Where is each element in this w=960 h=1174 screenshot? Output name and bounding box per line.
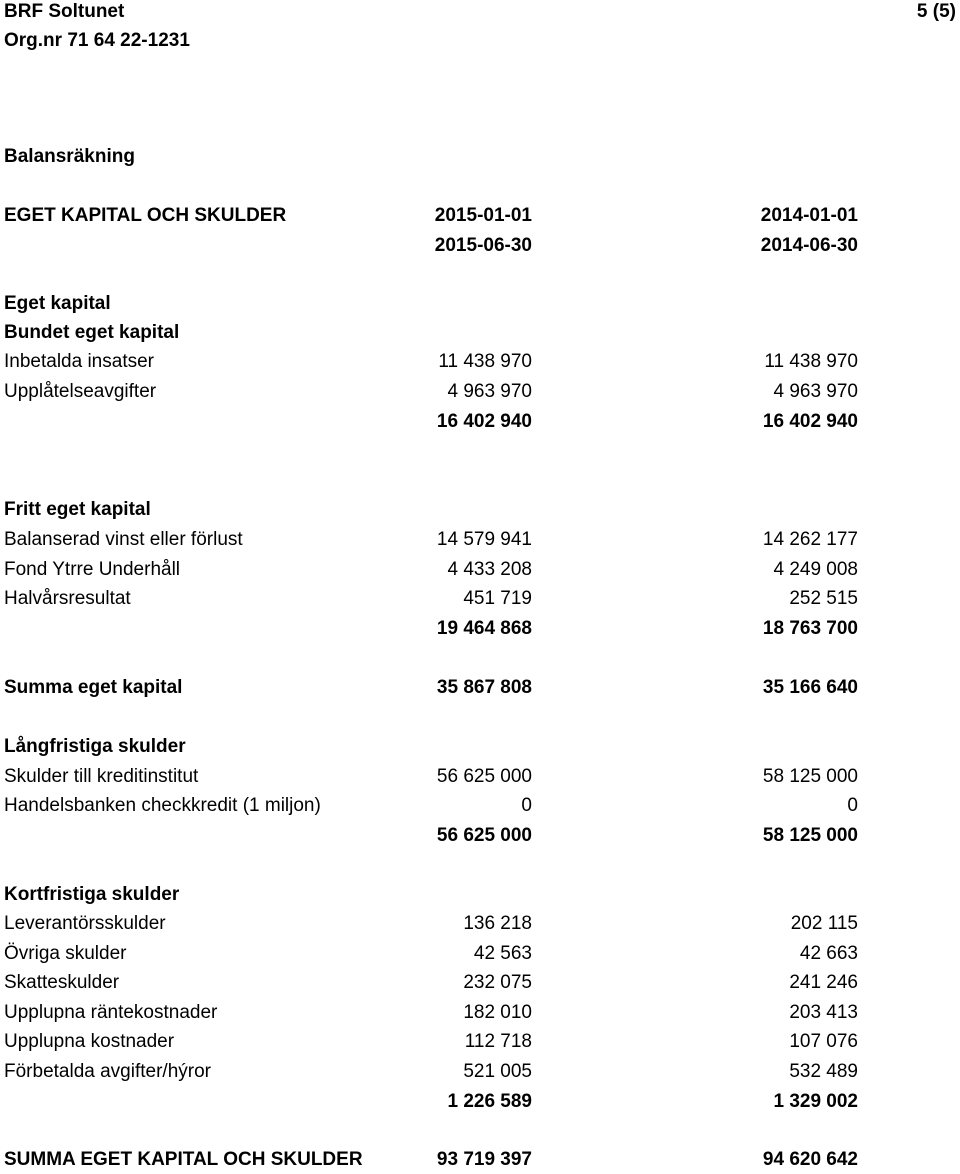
- table-row: [0, 763, 960, 791]
- subgroup-heading: Bundet eget kapital: [4, 322, 180, 343]
- row-value-col2: 42 663: [799, 943, 858, 964]
- row-label: Upplåtelseavgifter: [4, 381, 157, 402]
- row-value-col2: 14 262 177: [762, 529, 858, 550]
- table-row: [0, 969, 960, 997]
- period-col2-end: 2014-06-30: [760, 235, 858, 256]
- subgroup-heading: Fritt eget kapital: [4, 499, 151, 520]
- row-value-col2: 241 246: [789, 972, 858, 993]
- subtotal-col2: 58 125 000: [762, 825, 858, 846]
- table-row: [0, 585, 960, 613]
- row-value-col2: 11 438 970: [764, 351, 858, 372]
- page-title: Balansräkning: [4, 146, 135, 167]
- row-label: Förbetalda avgifter/hýror: [4, 1061, 211, 1082]
- row-value-col1: 4 963 970: [447, 381, 532, 402]
- grand-total-col1: 93 719 397: [436, 1149, 532, 1170]
- subtotal-row: [0, 615, 960, 643]
- row-value-col2: 532 489: [789, 1061, 858, 1082]
- row-label: Upplupna kostnader: [4, 1031, 175, 1052]
- section-header-row: [0, 202, 960, 230]
- grand-total-row: [0, 1146, 960, 1174]
- row-value-col1: 14 579 941: [436, 529, 532, 550]
- row-label: Halvårsresultat: [4, 588, 131, 609]
- period-col1-end: 2015-06-30: [434, 235, 532, 256]
- summa-eget-kapital-row: [0, 674, 960, 702]
- row-value-col2: 107 076: [789, 1031, 858, 1052]
- company-name: BRF Soltunet: [4, 1, 125, 22]
- subtotal-col1: 56 625 000: [436, 825, 532, 846]
- period-end-row: [0, 232, 960, 260]
- subtotal-col1: 1 226 589: [447, 1091, 532, 1112]
- row-label: Balanserad vinst eller förlust: [4, 529, 243, 550]
- subtotal-row: [0, 408, 960, 436]
- total-col1: 35 867 808: [436, 677, 532, 698]
- row-label: Upplupna räntekostnader: [4, 1002, 218, 1023]
- row-value-col1: 11 438 970: [438, 351, 532, 372]
- row-value-col1: 42 563: [473, 943, 532, 964]
- row-label: Skulder till kreditinstitut: [4, 766, 199, 787]
- row-value-col1: 56 625 000: [436, 766, 532, 787]
- group-heading-row: [0, 290, 960, 318]
- total-col2: 35 166 640: [762, 677, 858, 698]
- org-number: Org.nr 71 64 22-1231: [4, 30, 190, 51]
- subtotal-col1: 16 402 940: [436, 411, 532, 432]
- row-label: SUMMA EGET KAPITAL OCH SKULDER: [4, 1149, 363, 1170]
- page-number: 5 (5): [916, 1, 956, 22]
- group-heading-row: [0, 881, 960, 909]
- subgroup-heading-row: [0, 496, 960, 524]
- row-value-col2: 0: [847, 795, 858, 816]
- table-row: [0, 526, 960, 554]
- page-title-row: [0, 143, 960, 171]
- subtotal-row: [0, 822, 960, 850]
- row-value-col1: 136 218: [463, 913, 532, 934]
- row-value-col1: 232 075: [463, 972, 532, 993]
- table-row: [0, 1028, 960, 1056]
- table-row: [0, 348, 960, 376]
- row-value-col1: 521 005: [463, 1061, 532, 1082]
- period-col2-start: 2014-01-01: [760, 205, 858, 226]
- row-value-col1: 112 718: [464, 1031, 532, 1052]
- table-row: [0, 556, 960, 584]
- table-row: [0, 378, 960, 406]
- row-value-col2: 58 125 000: [762, 766, 858, 787]
- row-value-col2: 203 413: [789, 1002, 858, 1023]
- row-label: Leverantörsskulder: [4, 913, 166, 934]
- table-row: [0, 792, 960, 820]
- group-heading-row: [0, 733, 960, 761]
- row-value-col1: 182 010: [463, 1002, 532, 1023]
- table-row: [0, 940, 960, 968]
- subtotal-col2: 16 402 940: [762, 411, 858, 432]
- row-value-col2: 4 963 970: [773, 381, 858, 402]
- group-heading: Kortfristiga skulder: [4, 884, 180, 905]
- group-heading: Långfristiga skulder: [4, 736, 186, 757]
- row-label: Inbetalda insatser: [4, 351, 154, 372]
- row-label: Summa eget kapital: [4, 677, 183, 698]
- subtotal-col1: 19 464 868: [436, 618, 532, 639]
- row-value-col1: 451 719: [463, 588, 532, 609]
- section-title: EGET KAPITAL OCH SKULDER: [4, 205, 287, 226]
- subtotal-col2: 18 763 700: [762, 618, 858, 639]
- subtotal-row: [0, 1088, 960, 1116]
- row-value-col1: 0: [521, 795, 532, 816]
- row-label: Skatteskulder: [4, 972, 120, 993]
- subgroup-heading-row: [0, 319, 960, 347]
- row-value-col2: 202 115: [790, 913, 858, 934]
- table-row: [0, 1058, 960, 1086]
- row-label: Fond Ytrre Underhåll: [4, 559, 181, 580]
- row-value-col2: 252 515: [789, 588, 858, 609]
- subtotal-col2: 1 329 002: [773, 1091, 858, 1112]
- row-value-col1: 4 433 208: [447, 559, 532, 580]
- table-row: [0, 910, 960, 938]
- row-value-col2: 4 249 008: [773, 559, 858, 580]
- row-label: Övriga skulder: [4, 943, 127, 964]
- group-heading: Eget kapital: [4, 293, 111, 314]
- grand-total-col2: 94 620 642: [762, 1149, 858, 1170]
- period-col1-start: 2015-01-01: [434, 205, 532, 226]
- table-row: [0, 999, 960, 1027]
- row-label: Handelsbanken checkkredit (1 miljon): [4, 795, 321, 816]
